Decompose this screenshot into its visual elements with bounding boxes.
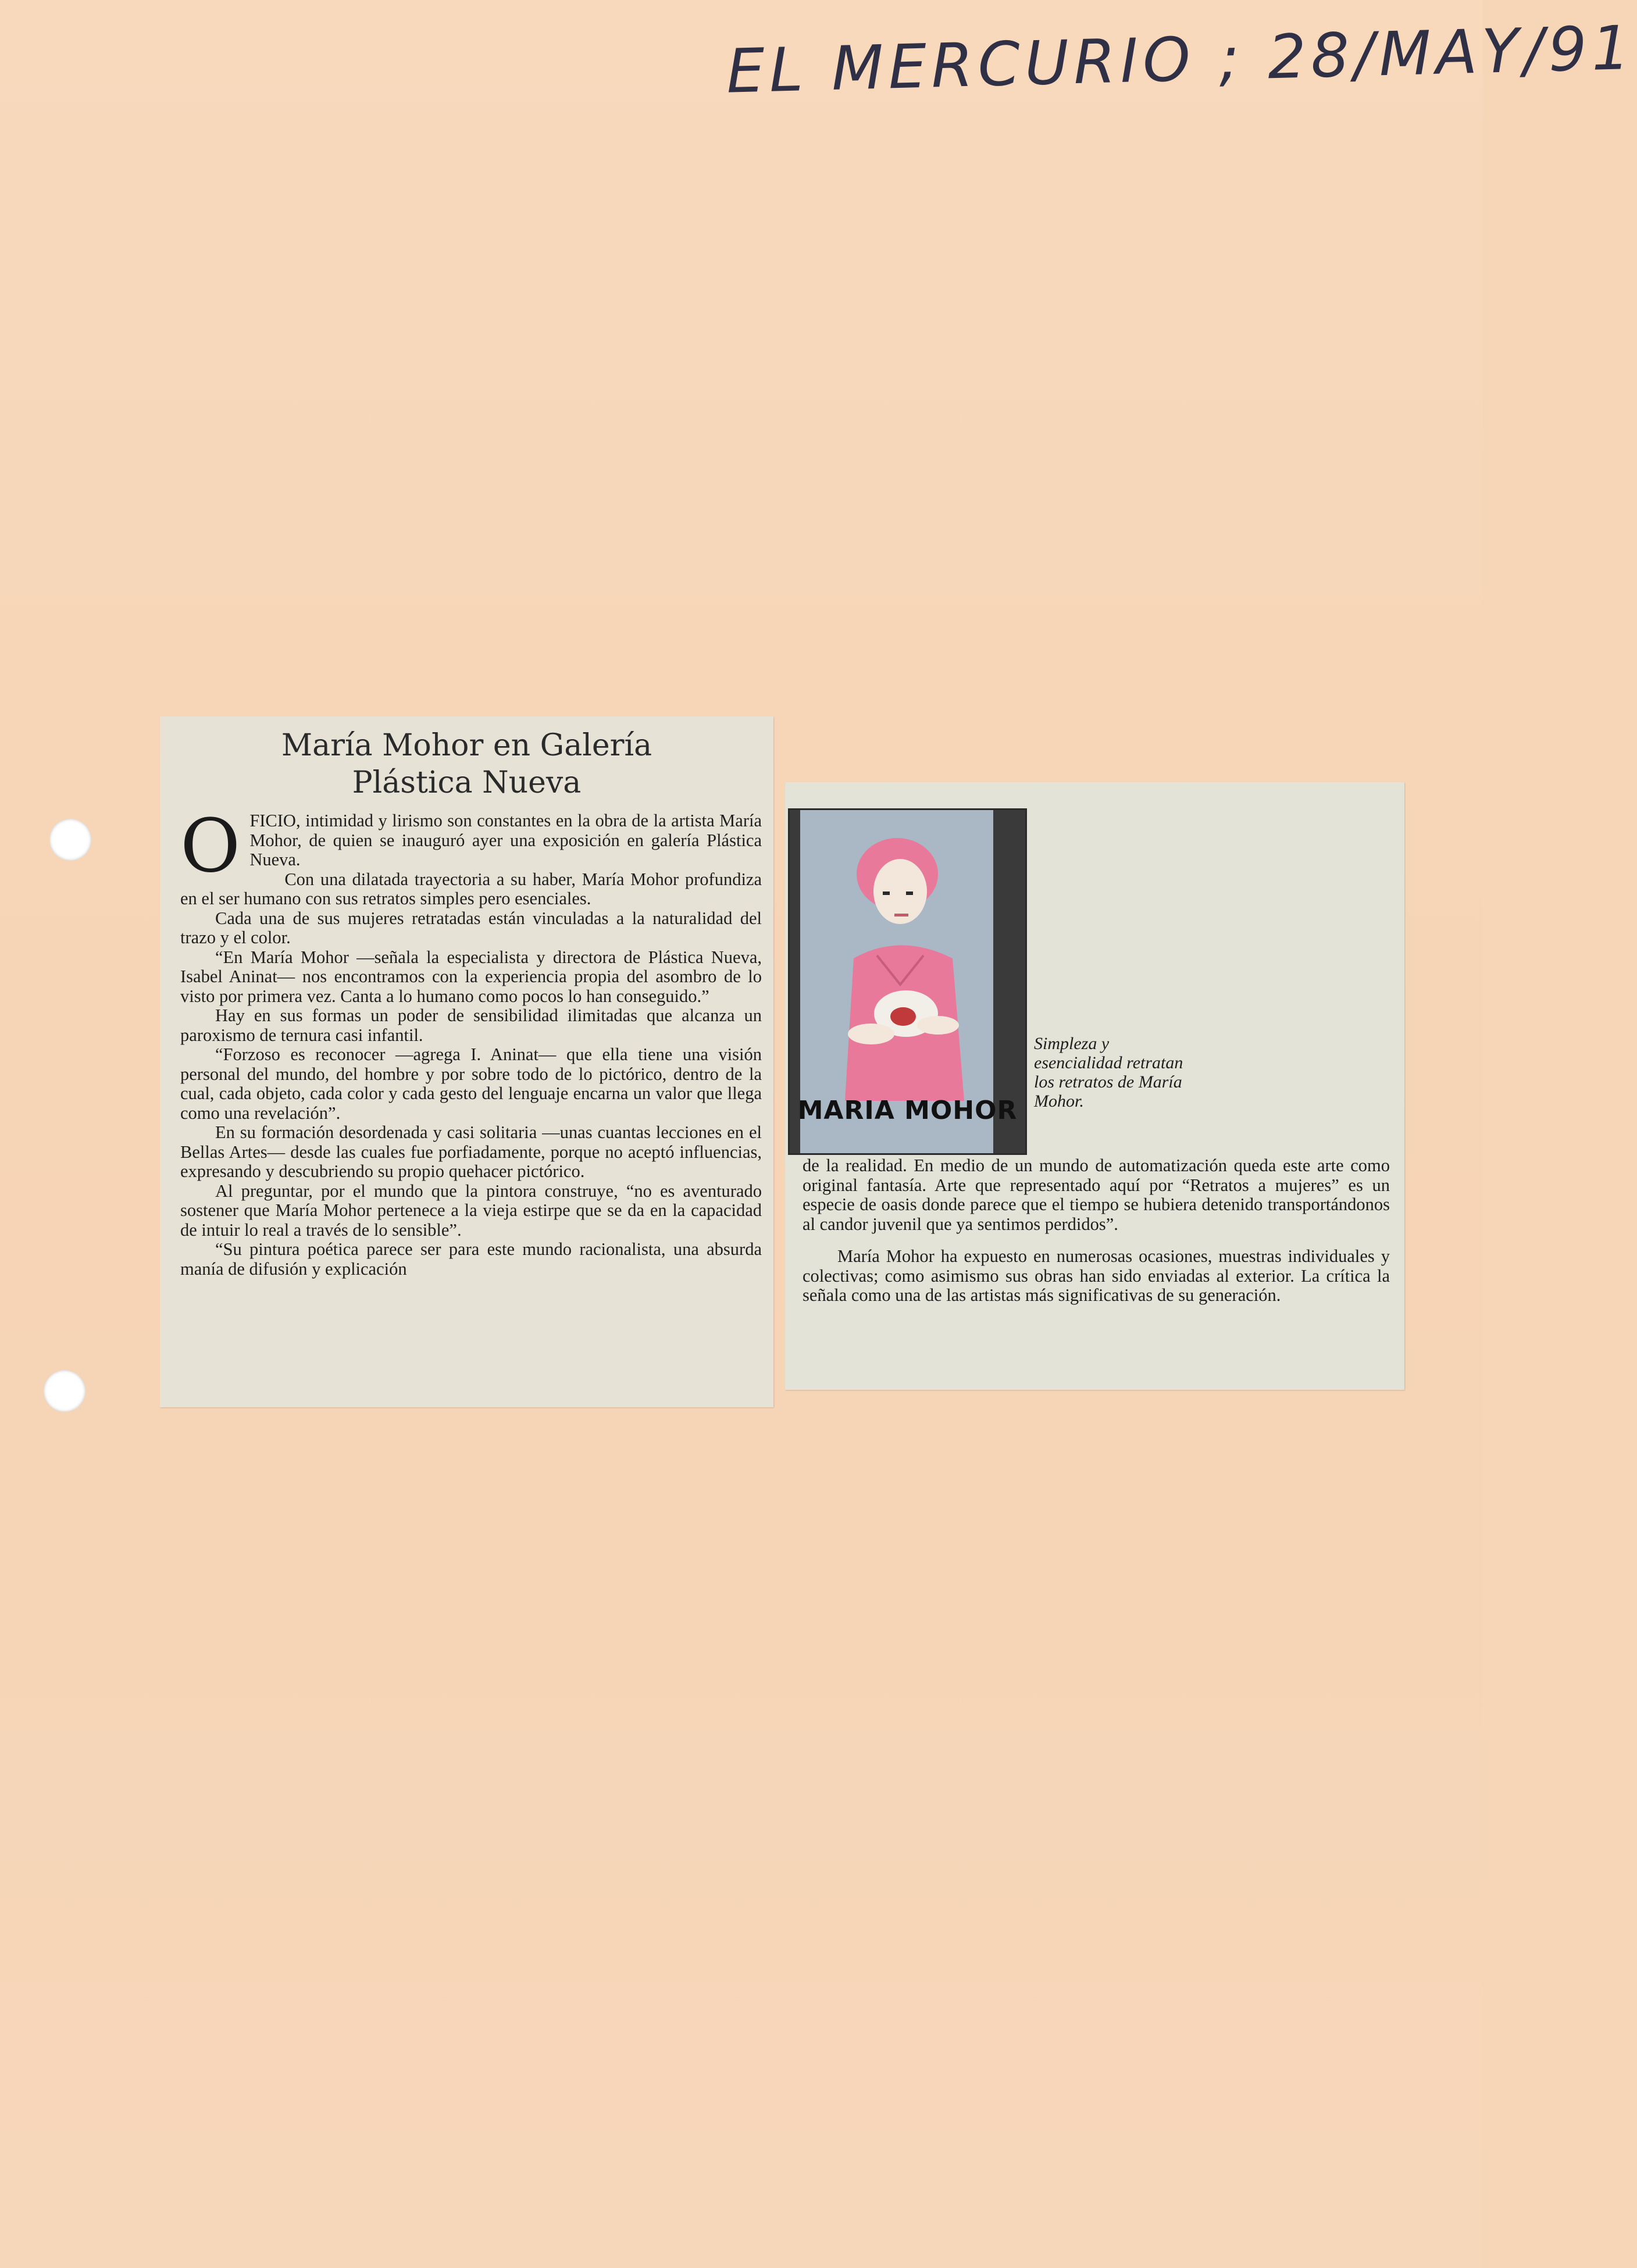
article-paragraph: En su formación desordenada y casi solitaria —unas cuantas lecciones en el Bellas Artes— desde las cuales fue porfiadamente, porque no aceptó influencias, expresando y descubriendo su propio quehacer pictórico. — [180, 1122, 762, 1181]
article-column-right — [803, 1156, 1390, 1306]
article-paragraph: Cada una de sus mujeres retratadas están vinculadas a la naturalidad del trazo y el color. — [180, 908, 762, 947]
article-paragraph: “Su pintura poética parece ser para este mundo racionalista, una absurda manía de difusión y explicación — [180, 1239, 762, 1279]
article-paragraph: Hay en sus formas un poder de sensibilidad ilimitadas que alcanza un paroxismo de ternura casi infantil. — [180, 1005, 762, 1045]
headline-line-2: Plástica Nueva — [352, 765, 582, 800]
punch-hole-bottom — [44, 1370, 85, 1412]
article-paragraph: de la realidad. En medio de un mundo de automatización queda este arte como original fantasía. Arte que representado aquí por “Retratos a mujeres” es un especie de oasis donde parece que el tiempo se hubiera detenido transportándonos al candor juvenil que ya sentimos perdidos”. — [803, 1156, 1390, 1234]
article-paragraph: “Forzoso es reconocer —agrega I. Aninat— que ella tiene una visión personal del mundo, del hombre y por sobre todo de lo pictórico, dentro de la cual, cada objeto, cada color y cada gesto del lenguaje encarna un valor que llega como una revelación”. — [180, 1044, 762, 1123]
punch-hole-top — [49, 819, 91, 861]
drop-cap: O — [180, 803, 241, 889]
handwritten-source-note: EL MERCURIO ; 28/MAY/91 — [725, 12, 1636, 107]
article-paragraph: Al preguntar, por el mundo que la pintora construye, “no es aventurado sostener que María Mohor pertenece a la vieja estirpe que se da en la capacidad de intuir lo real a través de lo sensible”. — [180, 1181, 762, 1240]
article-column-left — [180, 803, 762, 1279]
portrait-photo — [788, 808, 1027, 1155]
photo-label: MARIA MOHOR — [797, 1096, 1018, 1125]
article-paragraph: “En María Mohor —señala la especialista y directora de Plástica Nueva, Isabel Aninat— nos encontramos con la experiencia propia del asombro de lo visto por primera vez. Canta a lo humano como pocos lo han conseguido.” — [180, 947, 762, 1006]
article-paragraph: OFICIO, intimidad y lirismo son constantes en la obra de la artista María Mohor, de quien se inauguró ayer una exposición en galería Plástica Nueva. — [180, 803, 762, 889]
article-headline — [160, 727, 773, 801]
photo-caption: Simpleza y esencialidad retratan los retratos de María Mohor. — [1034, 1034, 1183, 1111]
article-paragraph: María Mohor ha expuesto en numerosas ocasiones, muestras individuales y colectivas; como asimismo sus obras han sido enviadas al exterior. La crítica la señala como una de las artistas más significativas de su generación. — [803, 1246, 1390, 1305]
article-paragraph: Con una dilatada trayectoria a su haber, María Mohor profundiza en el ser humano con sus retratos simples pero esenciales. — [180, 869, 762, 908]
headline-line-1: María Mohor en Galería — [281, 728, 652, 763]
